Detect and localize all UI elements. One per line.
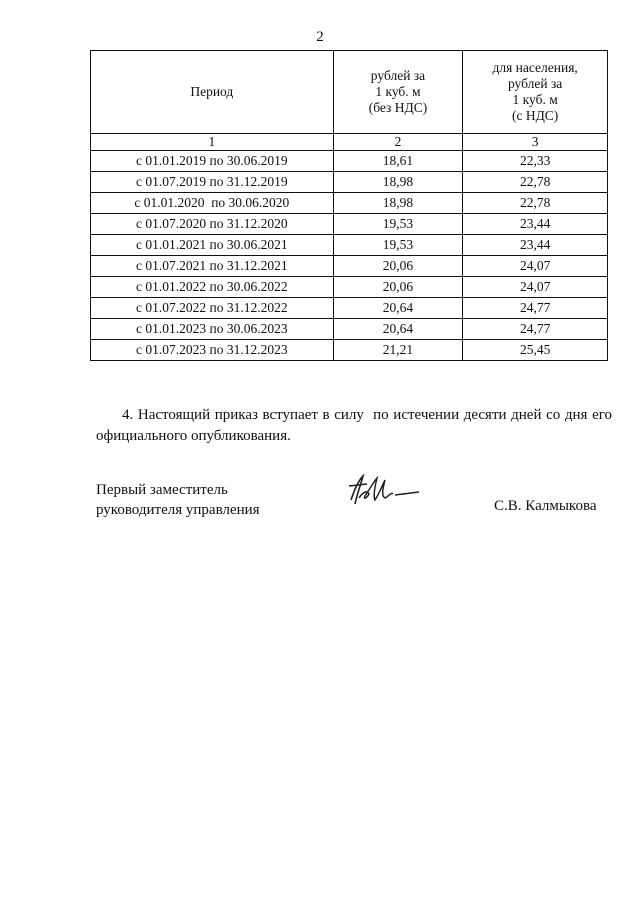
price-with-vat-cell: 23,44 xyxy=(463,214,608,235)
period-cell: с 01.07.2019 по 31.12.2019 xyxy=(91,172,334,193)
price-with-vat-cell: 22,78 xyxy=(463,193,608,214)
price-without-vat-cell: 19,53 xyxy=(333,214,463,235)
price-with-vat-cell: 24,77 xyxy=(463,319,608,340)
handwritten-signature xyxy=(345,470,425,510)
price-with-vat-cell: 24,07 xyxy=(463,277,608,298)
column-number-row xyxy=(91,134,608,151)
table-row xyxy=(91,214,608,235)
table-row xyxy=(91,340,608,361)
header-period: Период xyxy=(91,51,334,134)
signatory-position xyxy=(96,480,260,520)
price-without-vat-cell: 18,98 xyxy=(333,193,463,214)
column-number: 3 xyxy=(463,134,608,151)
period-cell: с 01.01.2019 по 30.06.2019 xyxy=(91,151,334,172)
tariff-table xyxy=(90,50,608,361)
price-without-vat-cell: 18,98 xyxy=(333,172,463,193)
table-row xyxy=(91,319,608,340)
column-number: 2 xyxy=(333,134,463,151)
header-line: 1 куб. м xyxy=(375,84,421,100)
price-with-vat-cell: 22,33 xyxy=(463,151,608,172)
table-row xyxy=(91,256,608,277)
header-line: (без НДС) xyxy=(368,99,428,115)
price-without-vat-cell: 20,06 xyxy=(333,277,463,298)
price-without-vat-cell: 20,64 xyxy=(333,298,463,319)
table-row xyxy=(91,235,608,256)
signatory-position-line: руководителя управления xyxy=(96,502,260,518)
table-row xyxy=(91,277,608,298)
header-line: (с НДС) xyxy=(511,107,559,123)
table-row xyxy=(91,298,608,319)
header-line: 1 куб. м xyxy=(512,92,558,107)
period-cell: с 01.01.2021 по 30.06.2021 xyxy=(91,235,334,256)
signatory-position-line: Первый заместитель xyxy=(96,482,228,498)
header-line: рублей за xyxy=(507,76,563,92)
period-cell: с 01.07.2023 по 31.12.2023 xyxy=(91,340,334,361)
table-row xyxy=(91,172,608,193)
period-cell: с 01.07.2022 по 31.12.2022 xyxy=(91,298,334,319)
period-cell: с 01.01.2022 по 30.06.2022 xyxy=(91,277,334,298)
period-cell: с 01.01.2020 по 30.06.2020 xyxy=(91,193,334,214)
header-price-without-vat xyxy=(333,51,463,134)
price-without-vat-cell: 18,61 xyxy=(333,151,463,172)
price-with-vat-cell: 23,44 xyxy=(463,235,608,256)
price-without-vat-cell: 20,64 xyxy=(333,319,463,340)
price-with-vat-cell: 24,77 xyxy=(463,298,608,319)
period-cell: с 01.01.2023 по 30.06.2023 xyxy=(91,319,334,340)
price-without-vat-cell: 19,53 xyxy=(333,235,463,256)
header-price-with-vat xyxy=(463,51,608,134)
price-with-vat-cell: 25,45 xyxy=(463,340,608,361)
paragraph-effective-date: 4. Настоящий приказ вступает в силу по истечении десяти дней со дня его официального опубликования. xyxy=(96,407,616,444)
table-header-row xyxy=(91,51,608,134)
price-with-vat-cell: 24,07 xyxy=(463,256,608,277)
price-without-vat-cell: 21,21 xyxy=(333,340,463,361)
header-line: рублей за xyxy=(370,68,426,84)
column-number: 1 xyxy=(91,134,334,151)
table-row xyxy=(91,193,608,214)
period-cell: с 01.07.2020 по 31.12.2020 xyxy=(91,214,334,235)
table-row xyxy=(91,151,608,172)
page-number: 2 xyxy=(316,29,324,45)
period-cell: с 01.07.2021 по 31.12.2021 xyxy=(91,256,334,277)
signatory-name: С.В. Калмыкова xyxy=(494,498,597,514)
price-without-vat-cell: 20,06 xyxy=(333,256,463,277)
price-with-vat-cell: 22,78 xyxy=(463,172,608,193)
header-line: для населения, xyxy=(492,60,578,76)
